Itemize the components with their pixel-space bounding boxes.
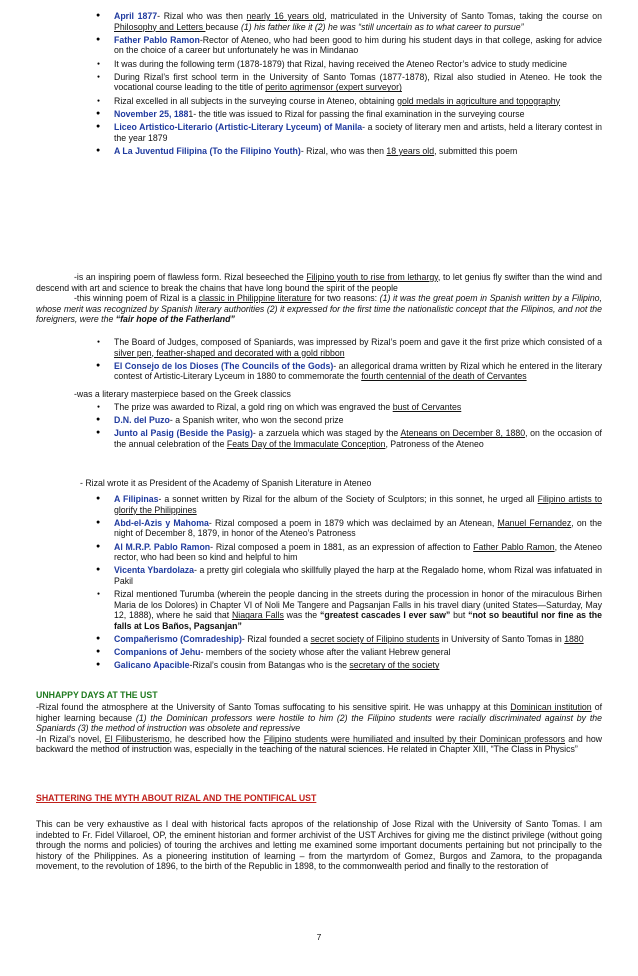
text-run: - a zarzuela which was staged by the — [252, 428, 401, 439]
text-run: Philosophy and Letters — [114, 21, 206, 32]
text-run: (1) the Dominican professors were hostile to him (2) the Filipino students were racially discriminated against by the Spaniards (3) the method of instruction was obsolete and repressive — [36, 712, 602, 734]
page-number: 7 — [316, 932, 322, 942]
text-run: - Rizal composed a poem in 1881, as an expression of affection to — [210, 541, 474, 552]
text-run: - a pretty girl colegiala who skillfully played the harp at the Regalado home, whom Rizal was infatuated in Pakil — [114, 565, 603, 586]
bullet-item — [94, 428, 602, 449]
text-run: Manuel Fernandez — [497, 517, 572, 528]
bullet-item — [94, 11, 602, 32]
text-run: , Patroness of the Ateneo — [385, 438, 484, 449]
text-run: , submitted this poem — [434, 145, 518, 156]
text-run: , he described how the — [169, 733, 264, 744]
text-run: Filipino artists to glorify the Philippines — [114, 494, 603, 515]
text-run: - a sonnet written by Rizal for the album of the Society of Sculptors; in this sonnet, he urged all — [158, 494, 538, 504]
bullet-item — [94, 402, 602, 413]
text-run: Liceo Artistico-Literario (Artistic-Literary Lyceum) of Manila — [114, 121, 363, 132]
text-run: -Rector of Ateneo, who had been good to him during his student days in that college, asking for advice on the choice of a career but unfortunately he was in Mindanao — [114, 34, 602, 56]
text-run: -is an inspiring poem of flawless form. Rizal beseeched the — [74, 272, 307, 282]
heading-shattering-myth: SHATTERING THE MYTH ABOUT RIZAL AND THE PONTIFICAL UST — [36, 793, 317, 803]
text-run: , matriculated in the University of Santo Tomas, taking the course on — [324, 11, 603, 21]
text-run: fourth centennial of the death of Cervantes — [361, 371, 527, 382]
text-run: for two reasons: — [311, 293, 380, 304]
text-run: 1- the title was issued to Rizal for passing the final examination in the surveying course — [188, 108, 525, 119]
text-run: 18 years old — [386, 145, 435, 156]
bullet-item — [94, 660, 602, 671]
paragraph — [36, 734, 602, 755]
bullet-list-cervantes — [94, 402, 602, 452]
text-run: - Rizal, who was then — [300, 145, 387, 156]
bullet-list-poems — [94, 494, 602, 674]
text-run: because — [205, 21, 241, 32]
text-run: Galicano Apacible — [114, 660, 190, 671]
text-run: secretary of the society — [349, 660, 440, 671]
text-run: classic in Philippine literature — [198, 293, 312, 304]
text-run: Feats Day of the Immaculate Conception — [226, 438, 386, 449]
bullet-item — [94, 122, 602, 143]
text-run: The prize was awarded to Rizal, a gold ring on which was engraved the — [114, 402, 393, 412]
text-run: “fair hope of the Fatherland” — [115, 314, 235, 325]
bullet-item — [94, 589, 602, 631]
text-run: -Rizal found the atmosphere at the University of Santo Tomas suffocating to his sensitive spirit. He was unhappy at this — [36, 702, 511, 712]
text-run: - a Spanish writer, who won the second prize — [169, 415, 344, 426]
text-run: nearly 16 years old — [246, 11, 325, 21]
text-run: , to let genius fly swifter than the wind and descend with art and science to break the chains that have long bound the spirit of the people — [36, 272, 603, 293]
text-run: Al M.R.P. Pablo Ramon — [114, 541, 211, 552]
text-run: Ateneans on December 8, 1880 — [400, 428, 526, 439]
bullet-item — [94, 518, 602, 539]
bullet-item — [94, 565, 602, 586]
text-run: Father Pablo Ramon — [473, 541, 555, 552]
bullet-item — [94, 72, 602, 93]
unhappy-days-text — [36, 702, 602, 755]
text-run: El Consejo de los Dioses (The Councils of the Gods) — [114, 360, 334, 371]
heading-unhappy-days: UNHAPPY DAYS AT THE UST — [36, 690, 158, 700]
text-run: of higher learning because — [36, 702, 602, 723]
text-run: Dominican institution — [510, 702, 592, 712]
text-run: Companions of Jehu — [114, 647, 201, 658]
text-run: It was during the following term (1878-1879) that Rizal, having received the Ateneo Rector’s advice to study medicine — [114, 58, 567, 69]
text-run: Father Pablo Ramon — [114, 34, 200, 45]
text-run: -In Rizal’s novel, — [36, 733, 105, 744]
text-run: was the — [283, 610, 320, 621]
text-run: Compañerismo (Comradeship) — [114, 634, 242, 645]
text-run: April 1877 — [114, 11, 158, 21]
bullet-item — [94, 337, 602, 358]
text-run: gold medals in agriculture and topography — [397, 95, 561, 106]
text-run: -this winning poem of Rizal is a — [74, 293, 199, 304]
text-run: - Rizal founded a — [241, 634, 311, 645]
bullet-item — [94, 542, 602, 563]
paragraph — [36, 702, 602, 734]
text-run: - Rizal who was then — [157, 11, 247, 21]
text-run: Junto al Pasig (Beside the Pasig) — [114, 428, 253, 439]
text-run: bust of Cervantes — [392, 402, 462, 412]
bullet-item — [94, 361, 602, 382]
text-run: (1) his father like it (2) he was “still uncertain as to what career to pursue” — [240, 21, 524, 32]
text-run: The Board of Judges, composed of Spaniards, was impressed by Rizal’s poem and gave it the first prize which consisted of a — [114, 337, 602, 347]
text-run: - Rizal composed a poem in 1879 which was declaimed by an Atenean, — [208, 517, 498, 528]
bullet-item — [94, 59, 602, 70]
text-run: Rizal mentioned Turumba (wherein the people dancing in the streets during the procession in honor of the miraculous Birhen Maria de los Dolores) in Chapter VI of Noli Me Tangere and Pagsanjan Falls in his travel diary (united States—Saturday, May 12, 1888), where he said that — [114, 589, 602, 621]
bullet-item — [94, 96, 602, 107]
text-run: Rizal excelled in all subjects in the surveying course in Ateneo, obtaining — [114, 95, 398, 106]
note-academy: - Rizal wrote it as President of the Academy of Spanish Literature in Ateneo — [80, 478, 372, 488]
text-run: - members of the society whose after the valiant Hebrew general — [200, 647, 451, 658]
text-run: silver pen, feather-shaped and decorated with a gold ribbon — [114, 347, 345, 358]
text-run: A La Juventud Filipina (To the Filipino Youth) — [114, 145, 301, 156]
text-run: (1) it was the great poem in Spanish written by a Filipino, whose merit was recognized by Spanish literary authorities (2) it expressed for the first time the nationalistic concept that the Filipinos, and not the foreigners, were the — [36, 293, 602, 325]
text-run: A Filipinas — [114, 494, 159, 504]
text-run: “greatest cascades I ever saw” — [319, 610, 451, 621]
poem-commentary — [36, 272, 602, 325]
paragraph — [36, 272, 602, 293]
text-run: secret society of Filipino students — [310, 634, 440, 645]
text-run: - a society of literary men and artists, held a literary contest in the year 1879 — [114, 121, 602, 143]
paragraph — [36, 293, 602, 325]
text-run: -Rizal’s cousin from Batangas who is the — [189, 660, 350, 671]
text-run: 1880 — [564, 634, 584, 645]
text-run: El Filibusterismo — [104, 733, 170, 744]
text-run: Filipino students were humiliated and insulted by their Dominican professors — [263, 733, 566, 744]
text-run: November 25, 188 — [114, 108, 189, 119]
text-run: , on the night of December 8, 1879, in honor of the Ateneo’s Patroness — [114, 517, 602, 539]
text-run: Niagara Falls — [231, 610, 284, 621]
bullet-item — [94, 634, 602, 645]
bullet-item — [94, 494, 602, 515]
text-run: , the Ateneo rector, who had been so kind and helpful to him — [114, 541, 602, 563]
bullet-item — [94, 647, 602, 658]
note-greek-classics: -was a literary masterpiece based on the Greek classics — [74, 389, 291, 399]
bullet-item — [94, 415, 602, 426]
shattering-myth-text: This can be very exhaustive as I deal with historical facts apropos of the relationship of Jose Rizal with the University of Santo Tomas. I am indebted to Fr. Fidel Villaroel, OP, the eminent historian and former archivist of the UST Archives for giving me the distinct privilege (without going through the norms and policies) of touring the archives and letting me examined some important documents pertaining but not principally to the history of the Philippines. As a pioneering institution of learning – from the martyrdom of Gomez, Burgos and Zamora, to the propaganda movement, to the revolution of 1896, to the birth of the Republic in 1898, to the commonwealth period and finally to the restoration of — [36, 819, 602, 872]
text-run: and how backward the method of instruction was, especially in the teaching of the natural sciences. He related in Chapter XIII, “The Class in Physics” — [36, 733, 603, 755]
text-run: Abd-el-Azis y Mahoma — [114, 517, 209, 528]
text-run: “not so beautiful nor fine as the falls at Los Baños, Pagsanjan” — [114, 610, 602, 631]
text-run: Filipino youth to rise from lethargy — [306, 272, 438, 282]
bullet-list-education — [94, 11, 602, 159]
bullet-item — [94, 35, 602, 56]
text-run: , on the occasion of the annual celebration of the — [114, 428, 602, 449]
text-run: - an allegorical drama written by Rizal which he entered in the literary contest of Artistic-Literary Lyceum in 1880 to commemorate the — [114, 360, 602, 382]
text-run: During Rizal’s first school term in the University of Santo Tomas (1877-1878), Rizal also studied in Ateneo. He took the vocational course leading to the title of — [114, 71, 602, 93]
bullet-item — [94, 109, 602, 120]
bullet-item — [94, 146, 602, 157]
text-run: perito agrimensor (expert surveyor) — [265, 82, 402, 93]
text-run: Vicenta Ybardolaza — [114, 565, 195, 576]
text-run: but — [450, 610, 469, 621]
bullet-list-prizes — [94, 337, 602, 385]
text-run: D.N. del Puzo — [114, 415, 170, 426]
text-run: in University of Santo Tomas in — [439, 634, 565, 645]
